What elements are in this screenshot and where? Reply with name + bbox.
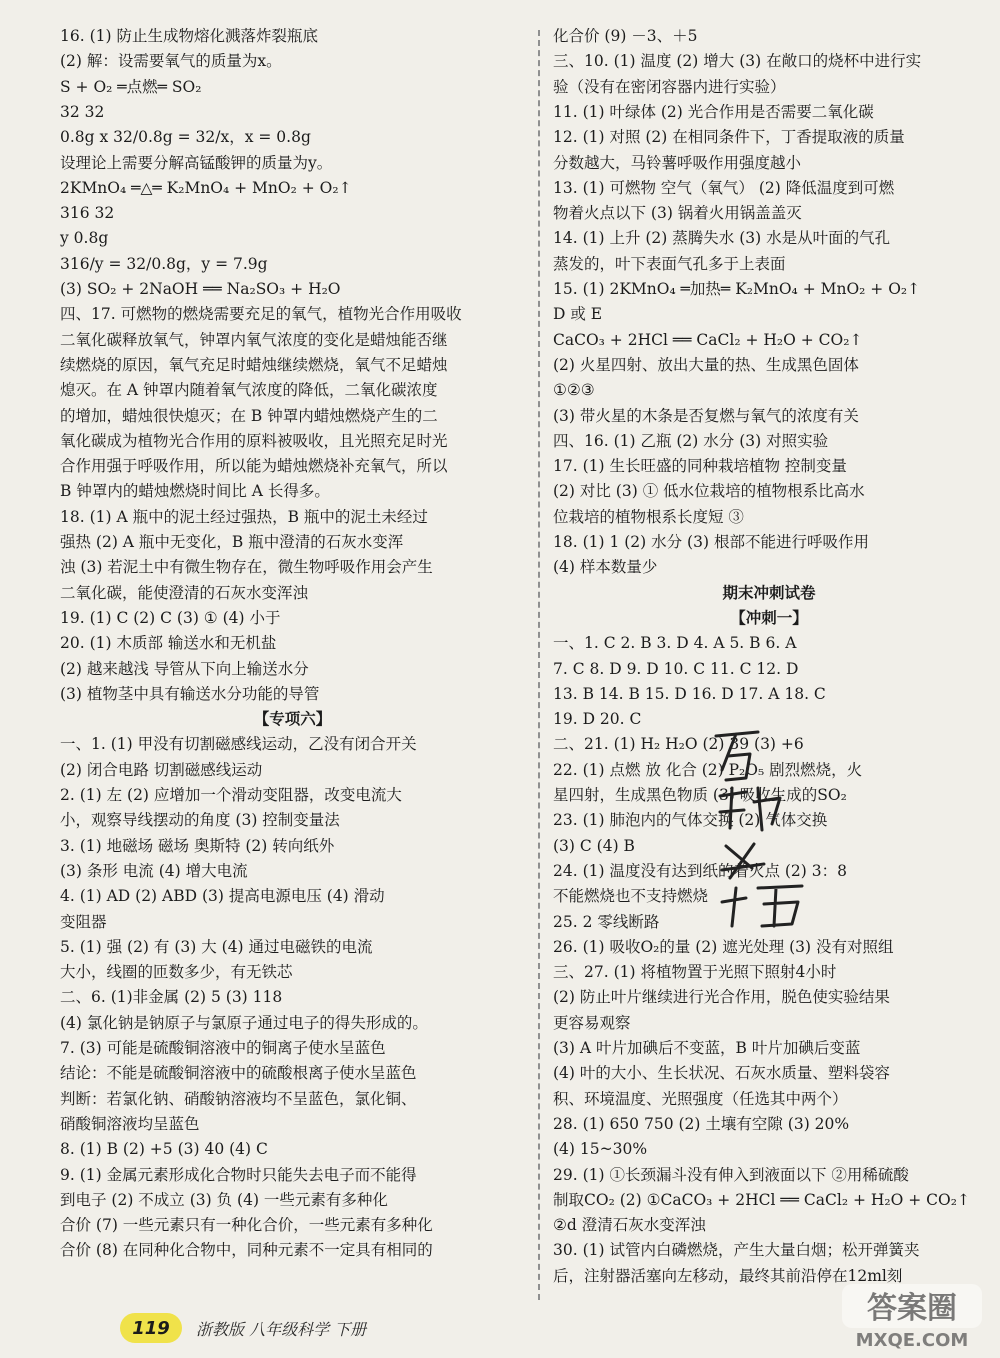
left-column-line: 熄灭。在 A 钟罩内随着氧气浓度的降低，二氧化碳浓度 bbox=[60, 381, 438, 400]
right-column-line: 三、10. (1) 温度 (2) 增大 (3) 在敞口的烧杯中进行实 bbox=[553, 52, 922, 71]
left-column-line: (3) 条形 电流 (4) 增大电流 bbox=[60, 861, 248, 880]
right-column-line: 星四射，生成黑色物质 (3) 吸收生成的SO₂ bbox=[553, 786, 847, 804]
right-column-line: D 或 E bbox=[553, 305, 603, 324]
right-column-line: (4) 样本数量少 bbox=[553, 558, 658, 577]
left-column-line: 4. (1) AD (2) ABD (3) 提高电源电压 (4) 滑动 bbox=[60, 887, 385, 906]
left-column-line: 3. (1) 地磁场 磁场 奥斯特 (2) 转向纸外 bbox=[60, 836, 335, 855]
right-column-line: 29. (1) ①长颈漏斗没有伸入到液面以下 ②用稀硫酸 bbox=[553, 1165, 909, 1184]
left-column-line: 8. (1) B (2) +5 (3) 40 (4) C bbox=[60, 1140, 268, 1159]
left-column-line: 7. (3) 可能是硫酸铜溶液中的铜离子使水呈蓝色 bbox=[60, 1039, 386, 1057]
right-column-line: 后，注射器活塞向左移动，最终其前沿停在12ml刻 bbox=[553, 1266, 903, 1285]
left-column-line: (2) 越来越浅 导管从下向上输送水分 bbox=[60, 659, 309, 678]
left-column-line: 合作用强于呼吸作用，所以能为蜡烛燃烧补充氧气，所以 bbox=[60, 457, 448, 476]
page-footer bbox=[120, 1308, 366, 1348]
right-column-line: 位栽培的植物根系长度短 ③ bbox=[553, 507, 744, 526]
left-column-line: 9. (1) 金属元素形成化合物时只能失去电子而不能得 bbox=[60, 1165, 417, 1184]
left-column-line: 【专项六】 bbox=[253, 709, 332, 729]
right-column-line: 化合价 (9) －3、＋5 bbox=[553, 27, 698, 45]
left-column-line: 四、17. 可燃物的燃烧需要充足的氧气，植物光合作用吸收 bbox=[60, 305, 462, 324]
right-column-line: 22. (1) 点燃 放 化合 (2) P₂O₅ 剧烈燃烧，火 bbox=[553, 760, 863, 779]
right-column-line: (4) 叶的大小、生长状况、石灰水质量、塑料袋容 bbox=[553, 1064, 890, 1083]
left-column-line: 硝酸铜溶液均呈蓝色 bbox=[60, 1114, 200, 1133]
left-column-line: S + O₂ ═点燃═ SO₂ bbox=[60, 77, 202, 96]
right-column-line: 12. (1) 对照 (2) 在相同条件下，丁香提取液的质量 bbox=[553, 128, 905, 147]
left-column-line: 2. (1) 左 (2) 应增加一个滑动变阻器，改变电流大 bbox=[60, 786, 402, 804]
right-column-line: CaCO₃ + 2HCl ══ CaCl₂ + H₂O + CO₂↑ bbox=[553, 330, 863, 349]
left-column-line: 32 32 bbox=[60, 102, 105, 121]
right-column-line: 物着火点以下 (3) 锅着火用锅盖盖灭 bbox=[553, 204, 802, 223]
right-column-line: (3) A 叶片加碘后不变蓝，B 叶片加碘后变蓝 bbox=[553, 1039, 861, 1057]
right-column-line: (2) 火星四射、放出大量的热、生成黑色固体 bbox=[553, 355, 859, 374]
left-column-line: (2) 解：设需要氧气的质量为x。 bbox=[60, 52, 282, 71]
right-column-line: 更容易观察 bbox=[553, 1013, 631, 1032]
right-column-line: 验（没有在密闭容器内进行实验） bbox=[553, 77, 786, 96]
right-column-line: 二、21. (1) H₂ H₂O (2) 39 (3) +6 bbox=[553, 735, 804, 754]
left-column-line: 设理论上需要分解高锰酸钾的质量为y。 bbox=[60, 153, 333, 172]
left-column-line: 一、1. (1) 甲没有切割磁感线运动，乙没有闭合开关 bbox=[60, 735, 417, 754]
right-column-line: 分数越大，马铃薯呼吸作用强度越小 bbox=[553, 153, 802, 172]
left-column-line: 浊 (3) 若泥土中有微生物存在，微生物呼吸作用会产生 bbox=[60, 558, 433, 577]
left-column-line: 二氧化碳释放氧气，钟罩内氧气浓度的变化是蜡烛能否继 bbox=[60, 330, 448, 349]
left-column-line: (3) SO₂ + 2NaOH ══ Na₂SO₃ + H₂O bbox=[60, 280, 341, 298]
left-column-line: 2KMnO₄ ═△═ K₂MnO₄ + MnO₂ + O₂↑ bbox=[60, 178, 352, 197]
right-column-line: 蒸发的，叶下表面气孔多于上表面 bbox=[553, 254, 786, 273]
watermark-logo bbox=[838, 1278, 986, 1354]
left-column-line: 氧化碳成为植物光合作用的原料被吸收，且光照充足时光 bbox=[60, 431, 448, 450]
left-column-line: 合价 (7) 一些元素只有一种化合价，一些元素有多种化 bbox=[60, 1216, 433, 1235]
svg-text:MXQE.COM: MXQE.COM bbox=[855, 1330, 969, 1351]
left-column-line: 合价 (8) 在同种化合物中，同种元素不一定具有相同的 bbox=[60, 1241, 433, 1260]
left-column-line: (2) 闭合电路 切割磁感线运动 bbox=[60, 760, 263, 779]
left-column-line: 19. (1) C (2) C (3) ① (4) 小于 bbox=[60, 608, 281, 627]
right-column-line: 19. D 20. C bbox=[553, 710, 642, 729]
right-column-line: 15. (1) 2KMnO₄ ═加热═ K₂MnO₄ + MnO₂ + O₂↑ bbox=[553, 280, 921, 298]
right-column-line: 制取CO₂ (2) ①CaCO₃ + 2HCl ══ CaCl₂ + H₂O + CO₂↑ bbox=[553, 1190, 970, 1209]
right-column-line: 18. (1) 1 (2) 水分 (3) 根部不能进行呼吸作用 bbox=[553, 533, 869, 551]
right-column-line: 11. (1) 叶绿体 (2) 光合作用是否需要二氧化碳 bbox=[553, 102, 874, 121]
right-column-line: 14. (1) 上升 (2) 蒸腾失水 (3) 水是从叶面的气孔 bbox=[553, 229, 891, 248]
right-column-line: ①②③ bbox=[553, 381, 595, 400]
left-column-line: 强热 (2) A 瓶中无变化，B 瓶中澄清的石灰水变浑 bbox=[60, 533, 404, 551]
right-column-line: (2) 对比 (3) ① 低水位栽培的植物根系比高水 bbox=[553, 482, 865, 501]
right-column-line: (4) 15~30% bbox=[553, 1140, 648, 1159]
right-column-line: 一、1. C 2. B 3. D 4. A 5. B 6. A bbox=[553, 634, 797, 653]
right-column-line: 26. (1) 吸收O₂的量 (2) 遮光处理 (3) 没有对照组 bbox=[553, 937, 894, 956]
left-column-line: 18. (1) A 瓶中的泥土经过强热，B 瓶中的泥土未经过 bbox=[60, 507, 428, 526]
right-column-line: 13. B 14. B 15. D 16. D 17. A 18. C bbox=[553, 684, 826, 703]
left-column-line: 小，观察导线摆动的角度 (3) 控制变量法 bbox=[60, 811, 340, 830]
left-column-line: 二氧化碳，能使澄清的石灰水变浑浊 bbox=[60, 583, 309, 602]
left-column-line: 续燃烧的原因，氧气充足时蜡烛继续燃烧，氧气不足蜡烛 bbox=[60, 355, 448, 374]
left-column-line: 二、6. (1)非金属 (2) 5 (3) 118 bbox=[60, 988, 283, 1007]
right-column-line: (2) 防止叶片继续进行光合作用，脱色使实验结果 bbox=[553, 988, 890, 1007]
right-column-line: 24. (1) 温度没有达到纸的着火点 (2) 3：8 bbox=[553, 861, 847, 880]
right-column-line: 7. C 8. D 9. D 10. C 11. C 12. D bbox=[553, 659, 799, 678]
right-column-line: 不能燃烧也不支持燃烧 bbox=[553, 887, 709, 906]
right-column-line: 三、27. (1) 将植物置于光照下照射4小时 bbox=[553, 963, 837, 982]
footer-book-title: 浙教版 八年级科学 下册 bbox=[196, 1319, 367, 1339]
right-column-line: 28. (1) 650 750 (2) 土壤有空隙 (3) 20% bbox=[553, 1114, 850, 1133]
left-column-line: 316/y = 32/0.8g，y = 7.9g bbox=[60, 254, 268, 273]
left-column-line: 大小，线圈的匝数多少，有无铁芯 bbox=[60, 963, 293, 982]
right-column-line: 25. 2 零线断路 bbox=[553, 912, 660, 931]
left-column-line: B 钟罩内的蜡烛燃烧时间比 A 长得多。 bbox=[60, 482, 330, 501]
right-column-line: 13. (1) 可燃物 空气（氧气） (2) 降低温度到可燃 bbox=[553, 178, 895, 197]
left-column-line: 0.8g x 32/0.8g = 32/x，x = 0.8g bbox=[60, 128, 311, 147]
right-column-line: 积、环境温度、光照强度（任选其中两个） bbox=[553, 1089, 848, 1108]
right-column-line: (3) 带火星的木条是否复燃与氧气的浓度有关 bbox=[553, 406, 859, 425]
right-column-line: 30. (1) 试管内白磷燃烧，产生大量白烟；松开弹簧夹 bbox=[553, 1241, 920, 1260]
svg-text:答案圈: 答案圈 bbox=[867, 1291, 957, 1326]
column-divider bbox=[538, 30, 540, 1300]
left-column-line: 变阻器 bbox=[60, 912, 107, 931]
right-column-line: (3) C (4) B bbox=[553, 836, 635, 855]
right-column-line: 【冲刺一】 bbox=[730, 607, 808, 627]
right-column-line: 四、16. (1) 乙瓶 (2) 水分 (3) 对照实验 bbox=[553, 431, 829, 450]
left-column-line: 316 32 bbox=[60, 204, 115, 223]
right-column-line: ②d 澄清石灰水变浑浊 bbox=[553, 1216, 706, 1235]
left-column-line: (4) 氯化钠是钠原子与氯原子通过电子的得失形成的。 bbox=[60, 1013, 428, 1032]
handwritten-signature bbox=[706, 718, 816, 933]
left-column-line: 16. (1) 防止生成物熔化溅落炸裂瓶底 bbox=[60, 27, 318, 45]
left-column-line: (3) 植物茎中具有输送水分功能的导管 bbox=[60, 684, 320, 703]
left-column-line: 到电子 (2) 不成立 (3) 负 (4) 一些元素有多种化 bbox=[60, 1190, 388, 1209]
page-number-badge: 119 bbox=[120, 1313, 182, 1343]
left-column-line: 20. (1) 木质部 输送水和无机盐 bbox=[60, 634, 277, 653]
left-column-line: 判断：若氯化钠、硝酸钠溶液均不呈蓝色，氯化铜、 bbox=[60, 1089, 417, 1108]
right-column-line: 期末冲刺试卷 bbox=[722, 582, 816, 602]
left-column-line: 的增加，蜡烛很快熄灭；在 B 钟罩内蜡烛燃烧产生的二 bbox=[60, 406, 438, 425]
right-column-line: 23. (1) 肺泡内的气体交换 (2) 气体交换 bbox=[553, 811, 828, 830]
left-column-line: 5. (1) 强 (2) 有 (3) 大 (4) 通过电磁铁的电流 bbox=[60, 937, 373, 956]
right-column-line: 17. (1) 生长旺盛的同种栽培植物 控制变量 bbox=[553, 457, 847, 476]
left-column-line: y 0.8g bbox=[60, 229, 109, 248]
left-column-line: 结论：不能是硫酸铜溶液中的硫酸根离子使水呈蓝色 bbox=[60, 1064, 417, 1083]
